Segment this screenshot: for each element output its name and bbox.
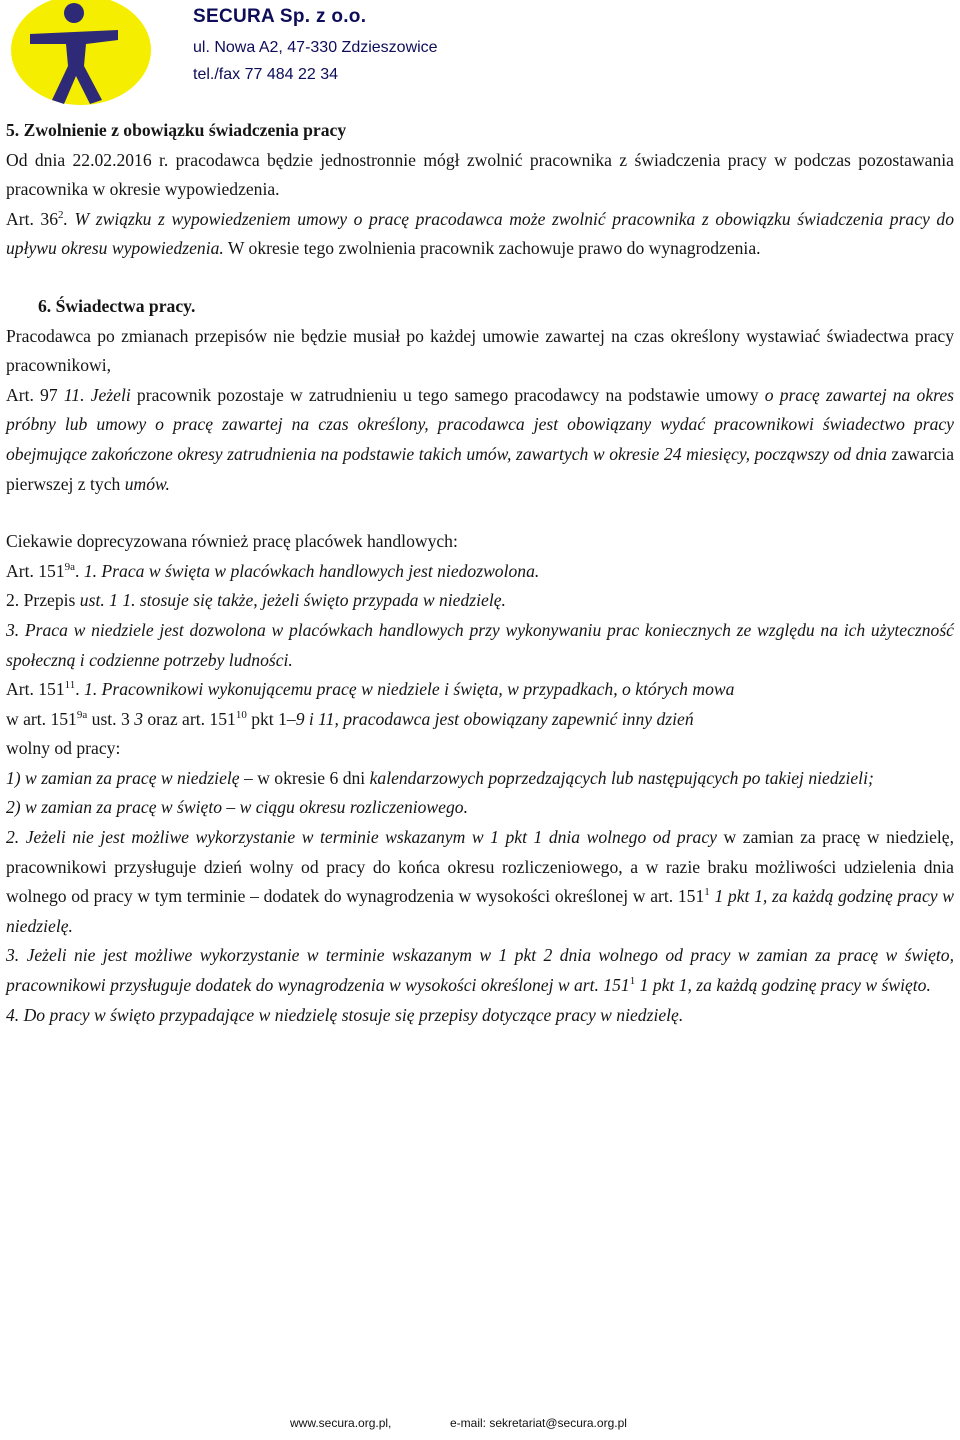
section-6-heading: 6. Świadectwa pracy. xyxy=(38,295,196,316)
line-2-italic-2: –9 i 11, pracodawca jest obowiązany zapewnić inny dzień xyxy=(286,708,694,729)
art-36-italic: . W związku z wypowiedzeniem umowy o pracę pracodawca może zwolnić pracownika z obowiązku świadczenia pracy do upływu okresu wypowiedzenia. xyxy=(6,208,954,259)
company-phone: tel./fax 77 484 22 34 xyxy=(193,66,338,83)
line-2-text-2: ust. 3 xyxy=(87,708,135,729)
line-2-sup-2: 10 xyxy=(235,708,247,721)
art-97-italic-1: 11. Jeżeli xyxy=(63,384,131,405)
item-1-italic-2: kalendarzowych poprzedzających lub następujących po takiej niedzieli; xyxy=(365,767,874,788)
art-97-italic-2: o pracę zawartej na okres próbny lub umowy o pracę zawartej na czas określony, pracodawca jest obowiązany wydać pracownikowi świadectwo pracy obejmujące zakończone okresy zatrudnienia na podstawie takich umów, zawartych w okresie 24 miesięcy, począwszy od dnia xyxy=(6,384,954,464)
art-151-9a-italic: 1. Praca w święta w placówkach handlowych jest niedozwolona. xyxy=(83,560,540,581)
art-36-rest: W okresie tego zwolnienia pracownik zachowuje prawo do wynagrodzenia. xyxy=(223,238,761,259)
art-151-11-par-3 xyxy=(6,941,954,1000)
line-2-italic: 3 xyxy=(134,708,143,729)
spacer xyxy=(6,499,954,527)
line-2-text-4: pkt 1 xyxy=(246,708,287,729)
item-1-italic: 1) w zamian za pracę w niedzielę xyxy=(6,767,240,788)
s4-italic: 4. Do pracy w święto przypadające w niedzielę stosuje się przepisy dotyczące pracy w niedzielę. xyxy=(6,1004,684,1025)
art-97-prefix: Art. 97 xyxy=(6,384,64,405)
section-5-heading: 5. Zwolnienie z obowiązku świadczenia pracy xyxy=(6,120,347,140)
art-97-text-1: pracownik pozostaje w zatrudnieniu u tego samego pracodawcy na podstawie umowy xyxy=(130,384,765,405)
art-97-text-2: zawarcia pierwszej z tych xyxy=(6,443,955,494)
section-6-paragraph: Pracodawca po zmianach przepisów nie będzie musiał po każdej umowie zawartej na czas określony wystawiać świadectwa pracy pracownikowi, xyxy=(6,325,954,376)
item-1-text: – w okresie 6 dni xyxy=(239,767,366,788)
s3-sup: 1 xyxy=(629,975,636,988)
art-151-11-par-2 xyxy=(6,823,954,941)
spacer xyxy=(6,264,954,292)
art-151-11-line-2 xyxy=(6,705,954,735)
item-2-italic: 2) w zamian za pracę w święto – w ciągu okresu rozliczeniowego. xyxy=(6,797,468,818)
footer-email-link[interactable]: e-mail: sekretariat@secura.org.pl xyxy=(450,1416,627,1430)
art-151-11-sup: 11 xyxy=(64,679,76,692)
art-151-11-par-4 xyxy=(6,1001,954,1031)
art-151-11-line-3: wolny od pracy: xyxy=(6,738,121,759)
list-item-2 xyxy=(6,793,954,823)
art-151-11 xyxy=(6,675,954,705)
line-2-text-3: oraz art. 151 xyxy=(142,708,236,729)
art-151-9a-sup: 9a xyxy=(64,560,76,573)
section-6-article xyxy=(6,381,954,499)
company-info xyxy=(193,4,438,88)
par-3-italic: 3. Praca w niedziele jest dozwolona w placówkach handlowych przy wykonywaniu prac koniecznych ze względu na ich użyteczność społeczną i codzienne potrzeby ludności. xyxy=(6,619,954,670)
s2-italic-b: 1 pkt 1 dnia wolnego od pracy xyxy=(490,827,717,848)
art-97-italic-3: umów. xyxy=(124,473,170,494)
art-151-9a-prefix: Art. 151 xyxy=(6,560,65,581)
s2-italic: 2. Jeżeli nie jest możliwe wykorzystanie w terminie wskazanym w xyxy=(6,827,491,848)
art-36-prefix: Art. 36 xyxy=(6,208,59,229)
s2-italic-2: 1 pkt 1, za każdą godzinę pracy w niedzielę. xyxy=(6,886,955,936)
document-body xyxy=(6,116,954,1030)
art-151-11-prefix: Art. 151 xyxy=(6,679,65,700)
list-item-1 xyxy=(6,764,954,794)
art-151-11-text: . xyxy=(75,679,85,700)
section-5-paragraph: Od dnia 22.02.2016 r. pracodawca będzie jednostronnie mógł zwolnić pracownika z świadczenia pracy w podczas pozostawania pracownika w okresie wypowiedzenia. xyxy=(6,149,954,200)
secura-logo-icon xyxy=(6,0,156,108)
art-151-9a-par-3 xyxy=(6,616,954,675)
art-151-9a xyxy=(6,557,954,587)
footer-website-link[interactable]: www.secura.org.pl, xyxy=(290,1416,392,1430)
letterhead xyxy=(0,0,960,100)
par-2-italic: ust. 1 xyxy=(79,590,118,611)
art-36-sup: 2 xyxy=(58,208,64,221)
line-2-text: w art. 151 xyxy=(6,708,77,729)
s3-italic-2: 1 pkt 1, za każdą godzinę pracy w święto. xyxy=(635,975,931,996)
art-151-11-italic: 1. Pracownikowi wykonującemu pracę w niedziele i święta, w przypadkach, o których mowa xyxy=(84,679,735,700)
art-151-9a-text: . xyxy=(75,560,84,581)
trade-intro: Ciekawie doprecyzowana również pracę placówek handlowych: xyxy=(6,531,458,552)
line-2-sup: 9a xyxy=(76,708,88,721)
art-151-9a-par-2 xyxy=(6,586,954,616)
company-name: SECURA Sp. z o.o. xyxy=(193,6,367,27)
company-address: ul. Nowa A2, 47-330 Zdzieszowice xyxy=(193,39,438,56)
s2-text: w zamian za pracę w niedzielę, pracownikowi przysługuje dzień wolny od pracy do końca okresu rozliczeniowego, a w razie braku możliwości udzielenia dnia wolnego od pracy w tym terminie – dodatek do wynagrodzenia w wysokości określonej w art. 151 xyxy=(6,827,954,907)
s3-italic-b: 1 pkt 2 dnia wolnego od pracy w zamian za pracę w święto, pracownikowi przysługuje dodatek do wynagrodzenia w wysokości określonej w art. 151 xyxy=(6,945,954,996)
s2-sup: 1 xyxy=(704,886,710,899)
s3-italic: 3. Jeżeli nie jest możliwe wykorzystanie w terminie wskazanym w xyxy=(6,945,499,966)
par-2-italic-2: 1. stosuje się także, jeżeli święto przypada w niedzielę. xyxy=(117,590,506,611)
section-5-article xyxy=(6,205,954,264)
par-2-text: 2. Przepis xyxy=(6,590,80,611)
